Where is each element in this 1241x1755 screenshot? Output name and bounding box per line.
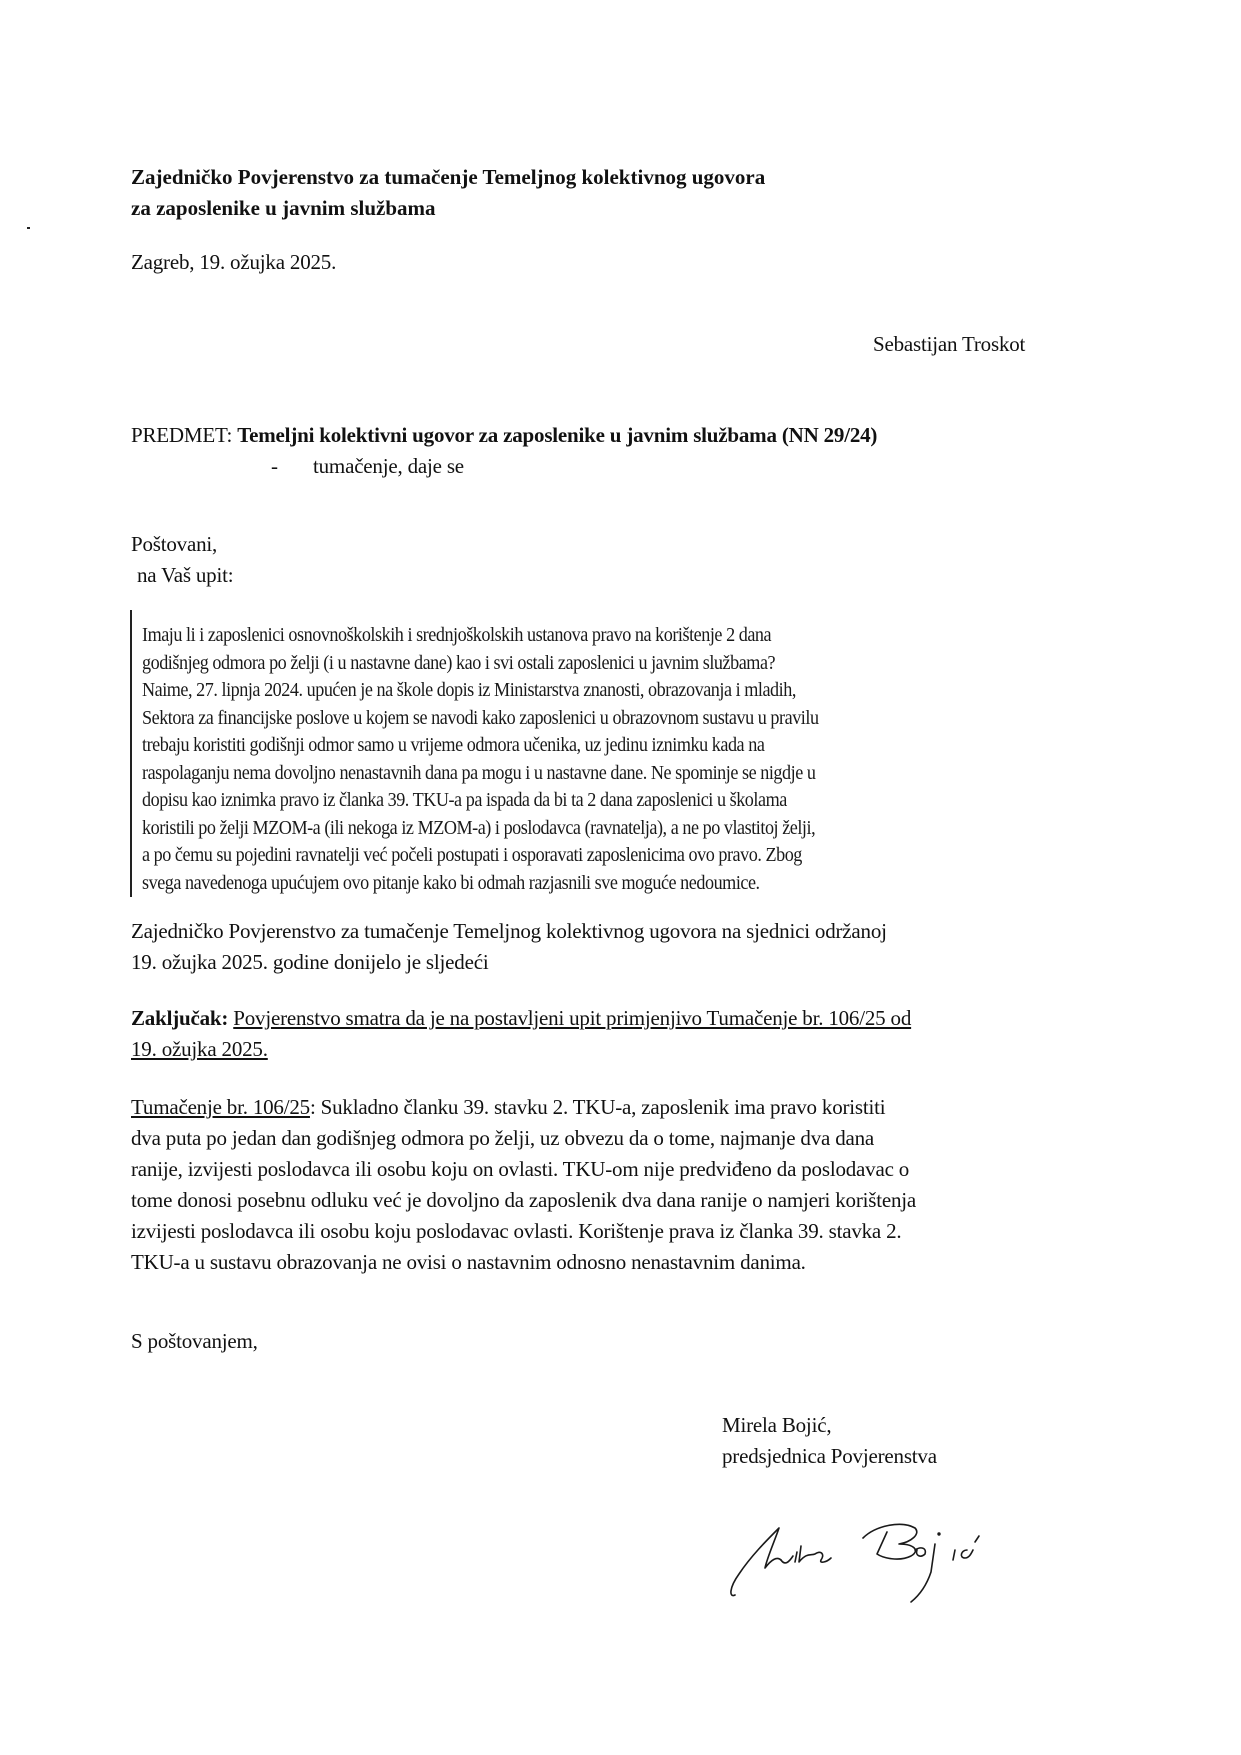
signature-stroke-irela [781, 1546, 831, 1563]
interpretation-line-1: : Sukladno članku 39. stavku 2. TKU-a, zaposlenik ima pravo koristiti [309, 1095, 886, 1119]
closing: S poštovanjem, [131, 1329, 258, 1353]
interpretation-line: izvijesti poslodavca ili osobu koju poslodavac ovlasti. Korištenje prava iz članka 39. stavka 2. [131, 1219, 902, 1243]
inquiry-line: koristili po želji MZOM-a (ili nekoga iz MZOM-a) i poslodavca (ravnatelja), a ne po vlastitoj želji, [142, 817, 816, 839]
subject-label: PREDMET: [131, 423, 233, 447]
signature-stroke-ic [953, 1536, 979, 1560]
signer-role: predsjednica Povjerenstva [722, 1444, 937, 1468]
inquiry-line: raspolaganju nema dovoljno nenastavnih dana pa mogu i u nastavne dane. Ne spominje se nigdje u [142, 762, 816, 784]
interpretation [131, 1092, 916, 1278]
inquiry-line: godišnjeg odmora po želji (i u nastavne dane) kao i svi ostali zaposlenici u javnim službama? [142, 652, 776, 674]
greeting-inquiry-intro: na Vaš upit: [137, 563, 234, 587]
subject-dash: - [271, 454, 278, 478]
interpretation-line: TKU-a u sustavu obrazovanja ne ovisi o nastavnim odnosno nenastavnim danima. [131, 1250, 806, 1274]
subject-line [131, 420, 877, 451]
interpretation-label: Tumačenje br. 106/25 [131, 1095, 310, 1119]
conclusion-label: Zaključak: [131, 1006, 229, 1030]
signature-stroke-o [915, 1548, 925, 1556]
recipient-name: Sebastijan Troskot [873, 332, 1026, 356]
header-line-1: Zajedničko Povjerenstvo za tumačenje Temeljnog kolektivnog ugovora [131, 165, 766, 189]
signer-block [722, 1410, 937, 1472]
inquiry-line: svega navedenoga upućujem ovo pitanje kako bi odmah razjasnili sve moguće nedoumice. [142, 872, 760, 894]
interpretation-line: tome donosi posebnu odluku već je dovoljno da zaposlenik dva dana ranije o namjeri korištenja [131, 1188, 917, 1212]
conclusion-text-line-1: Povjerenstvo smatra da je na postavljeni upit primjenjivo Tumačenje br. 106/25 od [233, 1006, 912, 1030]
decision-intro-line: Zajedničko Povjerenstvo za tumačenje Temeljnog kolektivnog ugovora na sjednici održanoj [131, 919, 887, 943]
inquiry-line: Naime, 27. lipnja 2024. upućen je na škole dopis iz Ministarstva znanosti, obrazovanja i mladih, [142, 680, 796, 701]
header-line-2: za zaposlenike u javnim službama [131, 196, 436, 220]
subject-subtitle-line [271, 451, 464, 482]
date-line: Zagreb, 19. ožujka 2025. [131, 250, 337, 274]
conclusion [131, 1003, 911, 1065]
decision-intro [131, 916, 887, 978]
letter-header [131, 162, 765, 224]
inquiry-line: dopisu kao iznimka pravo iz članka 39. TKU-a pa ispada da bi ta 2 dana zaposlenici u školama [142, 790, 787, 811]
decision-intro-line: 19. ožujka 2025. godine donijelo je sljedeći [131, 950, 489, 974]
interpretation-line: dva puta po jedan dan godišnjeg odmora po želji, uz obvezu da o tome, najmanje dva dana [131, 1126, 875, 1150]
conclusion-text-line-2: 19. ožujka 2025. [131, 1037, 268, 1061]
inquiry-quote [130, 610, 1142, 897]
inquiry-line: trebaju koristiti godišnji odmor samo u vrijeme odmora učenika, uz jedinu iznimku kada na [142, 735, 765, 756]
signer-name: Mirela Bojić, [722, 1413, 832, 1437]
handwritten-signature [715, 1510, 1015, 1620]
subject-subtitle: tumačenje, daje se [313, 454, 464, 478]
signature-stroke-m [731, 1528, 781, 1596]
inquiry-line: a po čemu su pojedini ravnatelji već počeli postupati i osporavati zaposlenicima ovo pravo. Zbog [142, 845, 802, 866]
greeting: Poštovani, [131, 532, 218, 556]
margin-mark [27, 227, 30, 229]
inquiry-line: Sektora za financijske poslove u kojem se navodi kako zaposlenici u obrazovnom sustavu u pravilu [142, 707, 819, 729]
interpretation-line: ranije, izvijesti poslodavca ili osobu koju on ovlasti. TKU-om nije predviđeno da poslodavac o [131, 1157, 910, 1181]
inquiry-line: Imaju li i zaposlenici osnovnoškolskih i srednjoškolskih ustanova pravo na korištenje 2 dana [142, 625, 772, 646]
subject-title: Temeljni kolektivni ugovor za zaposlenike u javnim službama (NN 29/24) [237, 423, 878, 447]
signature-stroke-b [863, 1524, 917, 1559]
